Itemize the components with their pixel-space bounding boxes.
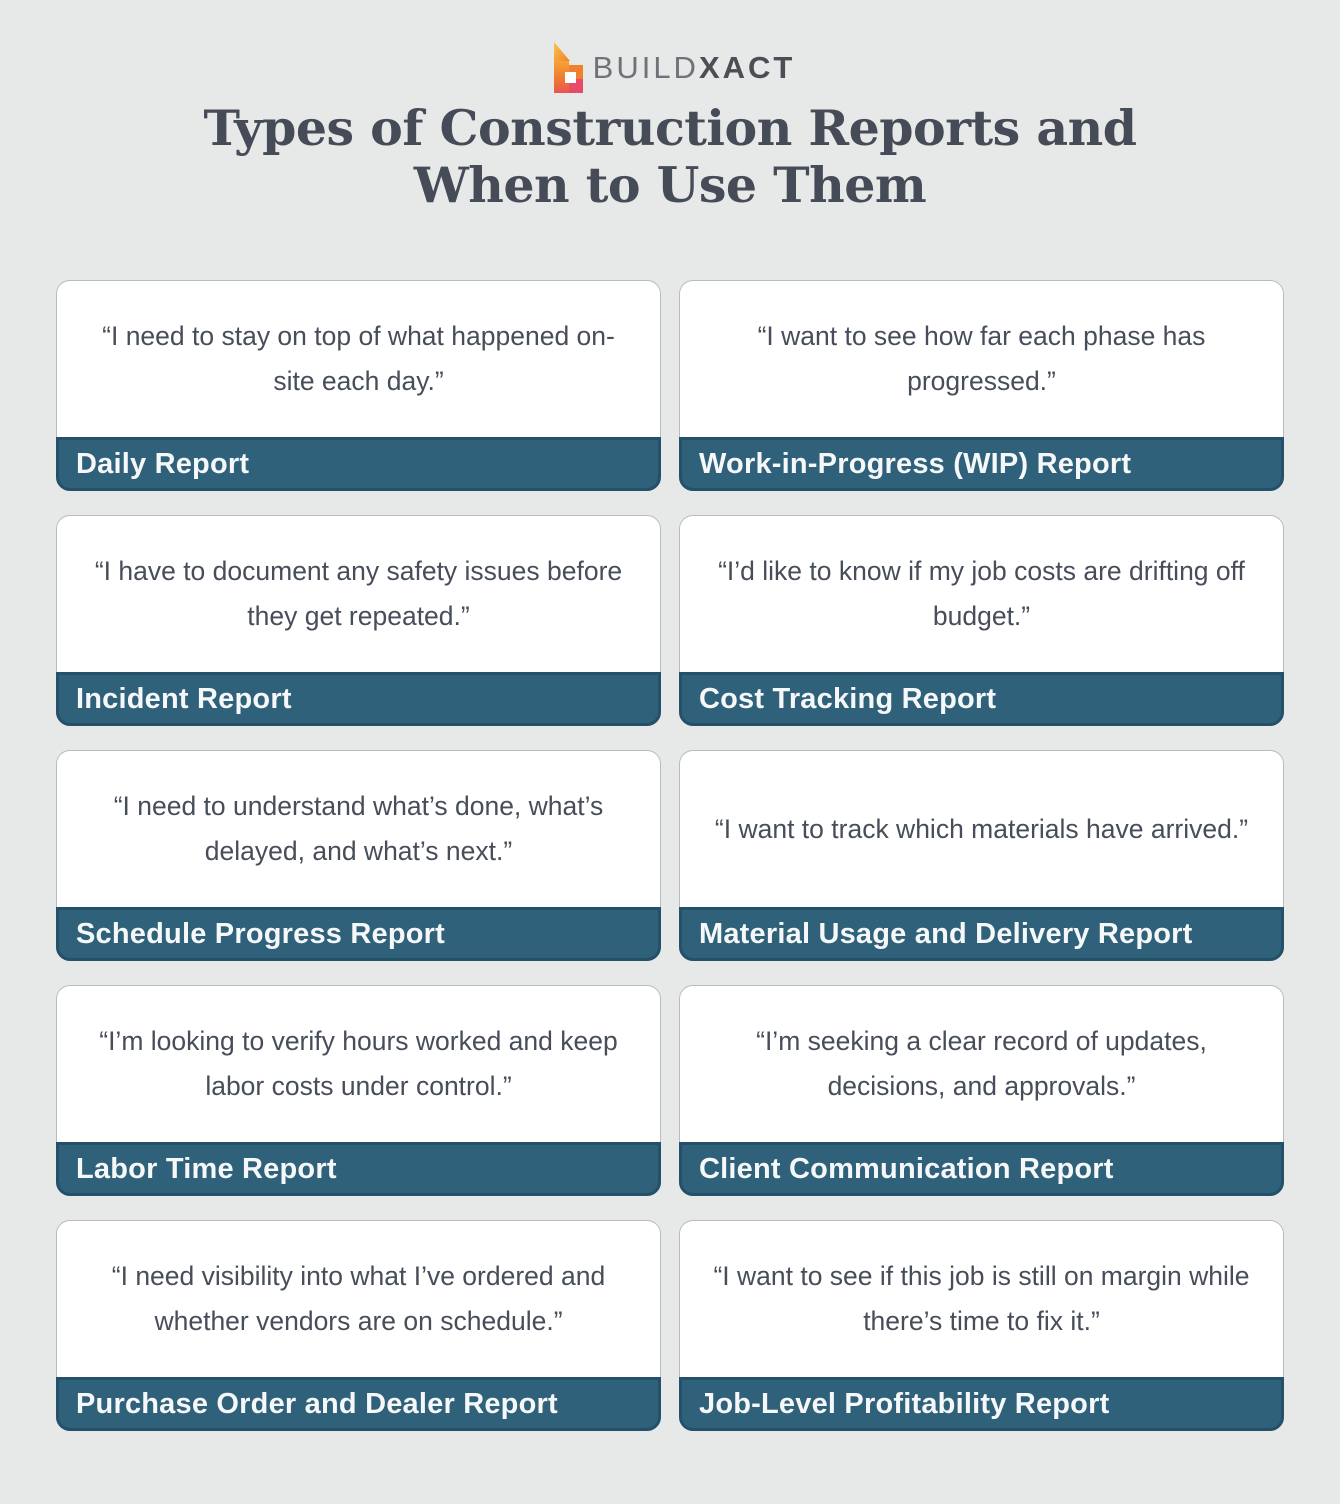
page-header — [0, 0, 1340, 214]
report-card — [56, 280, 661, 491]
buildxact-logo — [0, 40, 1340, 94]
report-card — [679, 985, 1284, 1196]
card-quote-area — [57, 281, 660, 437]
card-quote-area — [680, 751, 1283, 907]
card-quote-area — [57, 1221, 660, 1377]
card-label: Cost Tracking Report — [699, 682, 997, 715]
buildxact-logo-icon — [545, 41, 583, 93]
page-title-line2: When to Use Them — [413, 156, 927, 214]
card-label: Incident Report — [76, 682, 292, 715]
logo-brand-suffix: XACT — [698, 49, 796, 85]
report-card — [56, 750, 661, 961]
card-quote: “I need to stay on top of what happened on-site each day.” — [102, 321, 615, 396]
page-title — [0, 100, 1340, 214]
card-label: Schedule Progress Report — [76, 917, 446, 950]
buildxact-logo-text — [592, 49, 796, 85]
card-quote-area — [57, 751, 660, 907]
card-quote-area — [57, 516, 660, 672]
card-label-bar — [56, 1142, 661, 1196]
report-card — [56, 1220, 661, 1431]
card-quote: “I’m looking to verify hours worked and keep labor costs under control.” — [99, 1026, 618, 1101]
card-quote: “I want to see if this job is still on margin while there’s time to fix it.” — [713, 1261, 1250, 1336]
report-card — [56, 515, 661, 726]
card-quote: “I want to track which materials have arrived.” — [714, 813, 1249, 844]
card-quote-area — [680, 1221, 1283, 1377]
card-label-bar — [679, 1142, 1284, 1196]
card-label-bar — [56, 437, 661, 491]
report-card — [679, 750, 1284, 961]
card-label-bar — [679, 907, 1284, 961]
card-label-bar — [679, 672, 1284, 726]
report-card — [679, 1220, 1284, 1431]
card-label-bar — [679, 437, 1284, 491]
card-quote-area — [680, 516, 1283, 672]
card-quote: “I want to see how far each phase has progressed.” — [757, 321, 1206, 396]
card-label: Job-Level Profitability Report — [699, 1387, 1110, 1420]
card-label-bar — [679, 1377, 1284, 1431]
page-title-line1: Types of Construction Reports and — [203, 99, 1137, 157]
card-label: Labor Time Report — [76, 1152, 337, 1185]
card-quote: “I need to understand what’s done, what’s delayed, and what’s next.” — [113, 791, 604, 866]
report-card — [56, 985, 661, 1196]
card-quote: “I’d like to know if my job costs are drifting off budget.” — [718, 556, 1245, 631]
card-label-bar — [56, 1377, 661, 1431]
card-quote-area — [680, 986, 1283, 1142]
card-quote-area — [57, 986, 660, 1142]
report-card — [679, 515, 1284, 726]
card-label: Work-in-Progress (WIP) Report — [699, 447, 1132, 480]
card-quote-area — [680, 281, 1283, 437]
card-quote: “I’m seeking a clear record of updates, decisions, and approvals.” — [756, 1026, 1207, 1101]
report-grid — [56, 280, 1284, 1431]
report-card — [679, 280, 1284, 491]
card-label: Material Usage and Delivery Report — [699, 917, 1193, 950]
card-label-bar — [56, 672, 661, 726]
card-label: Daily Report — [76, 447, 250, 480]
card-quote: “I have to document any safety issues before they get repeated.” — [94, 556, 623, 631]
logo-brand-prefix: BUILD — [592, 49, 699, 85]
card-label: Client Communication Report — [699, 1152, 1114, 1185]
card-label: Purchase Order and Dealer Report — [76, 1387, 558, 1420]
card-label-bar — [56, 907, 661, 961]
card-quote: “I need visibility into what I’ve ordered and whether vendors are on schedule.” — [111, 1261, 606, 1336]
